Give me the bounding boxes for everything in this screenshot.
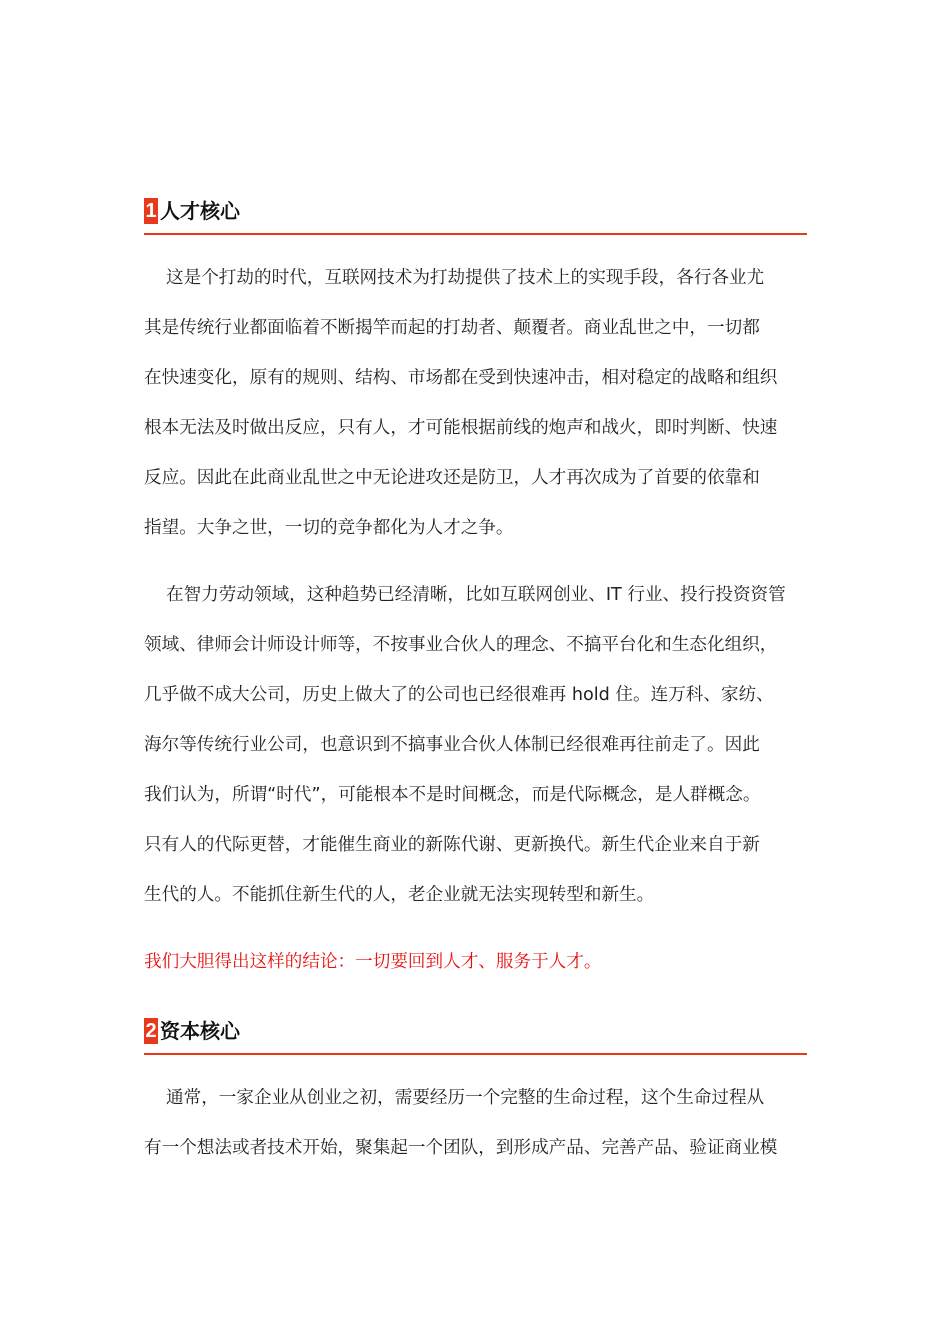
section-2-heading [144, 1013, 807, 1055]
paragraph-line: 几乎做不成大公司，历史上做大了的公司也已经很难再 hold 住。连万科、家纺、 [144, 685, 774, 705]
section-2-title: 资本核心 [160, 1019, 240, 1043]
paragraph-line: 只有人的代际更替，才能催生商业的新陈代谢、更新换代。新生代企业来自于新 [144, 835, 760, 855]
section-1-paragraph-1 [144, 253, 807, 553]
paragraph-line: 海尔等传统行业公司，也意识到不搞事业合伙人体制已经很难再往前走了。因此 [144, 735, 760, 755]
paragraph-line: 通常，一家企业从创业之初，需要经历一个完整的生命过程，这个生命过程从 [166, 1088, 765, 1108]
document-page [144, 0, 807, 1344]
paragraph-line: 其是传统行业都面临着不断揭竿而起的打劫者、颠覆者。商业乱世之中，一切都 [144, 318, 760, 338]
paragraph-line: 我们认为，所谓“时代”，可能根本不是时间概念，而是代际概念，是人群概念。 [144, 785, 761, 805]
paragraph-line: 在智力劳动领域，这种趋势已经清晰，比如互联网创业、IT 行业、投行投资资管 [166, 585, 786, 605]
paragraph-line: 这是个打劫的时代，互联网技术为打劫提供了技术上的实现手段，各行各业尤 [166, 268, 765, 288]
paragraph-line: 有一个想法或者技术开始，聚集起一个团队，到形成产品、完善产品、验证商业模 [144, 1138, 778, 1158]
section-2-paragraph-1 [144, 1073, 807, 1173]
section-1-number-badge: 1 [145, 200, 157, 222]
section-1-heading [144, 193, 807, 235]
paragraph-line: 在快速变化，原有的规则、结构、市场都在受到快速冲击，相对稳定的战略和组织 [144, 368, 778, 388]
section-2-number-badge: 2 [145, 1020, 157, 1042]
paragraph-line: 生代的人。不能抓住新生代的人，老企业就无法实现转型和新生。 [144, 885, 655, 905]
paragraph-line: 领域、律师会计师设计师等，不按事业合伙人的理念、不搞平台化和生态化组织， [144, 635, 778, 655]
section-1-paragraph-2 [144, 570, 807, 920]
section-1-conclusion: 我们大胆得出这样的结论：一切要回到人才、服务于人才。 [144, 952, 602, 972]
paragraph-line: 指望。大争之世，一切的竞争都化为人才之争。 [144, 518, 514, 538]
paragraph-line: 根本无法及时做出反应，只有人，才可能根据前线的炮声和战火，即时判断、快速 [144, 418, 778, 438]
paragraph-line: 反应。因此在此商业乱世之中无论进攻还是防卫，人才再次成为了首要的依靠和 [144, 468, 760, 488]
section-1-title: 人才核心 [160, 199, 240, 223]
